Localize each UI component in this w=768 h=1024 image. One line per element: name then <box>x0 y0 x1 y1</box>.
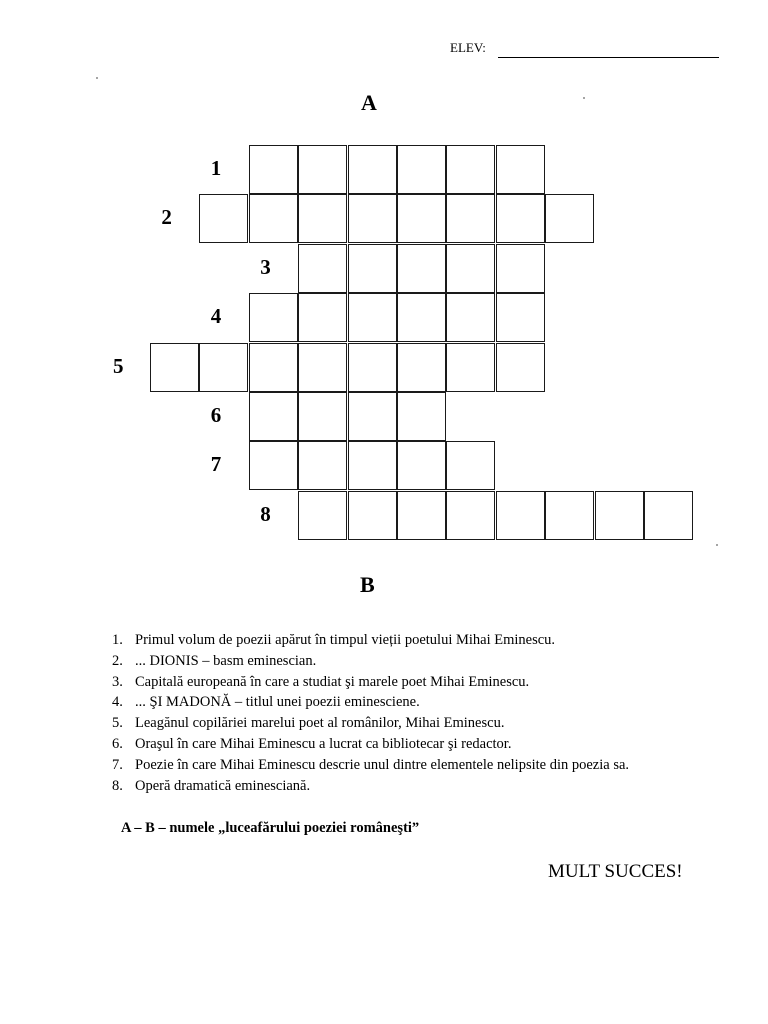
crossword-cell[interactable] <box>199 343 248 392</box>
crossword-cell[interactable] <box>446 293 495 342</box>
column-end-letter: B <box>360 572 375 597</box>
crossword-cell[interactable] <box>397 244 446 293</box>
crossword-cell[interactable] <box>298 145 347 194</box>
clue-text: Primul volum de poezii apărut în timpul vieții poetului Mihai Eminescu. <box>135 632 556 648</box>
crossword-cell[interactable] <box>348 392 397 441</box>
crossword-cell[interactable] <box>298 244 347 293</box>
crossword-cell[interactable] <box>298 194 347 243</box>
clue-item <box>112 630 724 651</box>
crossword-cell[interactable] <box>595 491 644 540</box>
row-number-8: 8 <box>260 501 271 526</box>
clue-item <box>112 734 724 755</box>
clue-text: ... DIONIS – basm eminescian. <box>135 652 317 669</box>
crossword-cell[interactable] <box>496 194 545 243</box>
row-number-1: 1 <box>210 156 222 180</box>
crossword-cell[interactable] <box>397 293 446 342</box>
scan-speck <box>716 544 718 546</box>
scan-speck <box>583 97 585 99</box>
crossword-cell[interactable] <box>249 343 298 392</box>
clue-number: 8. <box>112 777 123 794</box>
row-number-6: 6 <box>210 403 222 427</box>
crossword-cell[interactable] <box>298 343 347 392</box>
clue-text: Capitală europeană în care a studiat şi marele poet Mihai Eminescu. <box>135 673 530 690</box>
crossword-cell[interactable] <box>298 392 347 441</box>
crossword-cell[interactable] <box>496 343 545 392</box>
clue-text: Operă dramatică eminesciană. <box>135 777 311 794</box>
crossword-cell[interactable] <box>496 491 545 540</box>
clue-text: Oraşul în care Mihai Eminescu a lucrat ca bibliotecar şi redactor. <box>135 735 512 752</box>
crossword-cell[interactable] <box>397 441 446 490</box>
crossword-cell[interactable] <box>150 343 199 392</box>
crossword-cell[interactable] <box>644 491 693 540</box>
row-number-4: 4 <box>210 304 222 329</box>
clue-text: ... ŞI MADONĂ – titlul unei poezii eminesciene. <box>135 694 420 711</box>
clue-item <box>112 692 724 713</box>
crossword-cell[interactable] <box>496 293 545 342</box>
crossword-cell[interactable] <box>348 194 397 243</box>
scan-speck <box>96 77 98 79</box>
crossword-cell[interactable] <box>397 343 446 392</box>
clue-number: 3. <box>112 673 123 690</box>
crossword-cell[interactable] <box>348 244 397 293</box>
clue-item <box>112 651 724 672</box>
row-number-2: 2 <box>161 205 172 230</box>
row-number-5: 5 <box>113 353 124 378</box>
clue-item <box>112 755 724 776</box>
crossword-cell[interactable] <box>249 194 298 243</box>
clue-number: 1. <box>112 632 123 648</box>
column-start-letter: A <box>361 90 377 115</box>
crossword-cell[interactable] <box>249 145 298 194</box>
crossword-cell[interactable] <box>446 491 495 540</box>
crossword-cell[interactable] <box>446 145 495 194</box>
crossword-cell[interactable] <box>545 194 594 243</box>
crossword-cell[interactable] <box>249 392 298 441</box>
clue-item <box>112 672 724 693</box>
clue-item <box>112 776 724 797</box>
crossword-cell[interactable] <box>298 491 347 540</box>
clue-number: 7. <box>112 756 123 773</box>
clue-number: 2. <box>112 652 123 669</box>
crossword-cell[interactable] <box>298 293 347 342</box>
crossword-cell[interactable] <box>249 441 298 490</box>
crossword-cell[interactable] <box>348 293 397 342</box>
crossword-cell[interactable] <box>397 491 446 540</box>
clue-text: Poezie în care Mihai Eminescu descrie unul dintre elementele nelipsite din poezia sa. <box>135 756 630 773</box>
clue-number: 5. <box>112 715 123 732</box>
crossword-cell[interactable] <box>348 491 397 540</box>
crossword-cell[interactable] <box>446 343 495 392</box>
clue-list <box>112 630 724 796</box>
clue-number: 6. <box>112 735 123 752</box>
crossword-cell[interactable] <box>397 392 446 441</box>
crossword-cell[interactable] <box>446 244 495 293</box>
crossword-cell[interactable] <box>199 194 248 243</box>
clue-number: 4. <box>112 694 123 711</box>
clue-text: Leagănul copilăriei marelui poet al românilor, Mihai Eminescu. <box>135 715 505 732</box>
crossword-cell[interactable] <box>446 441 495 490</box>
student-label: ELEV: <box>450 40 486 55</box>
crossword-cell[interactable] <box>496 145 545 194</box>
crossword-cell[interactable] <box>397 145 446 194</box>
crossword-cell[interactable] <box>249 293 298 342</box>
crossword-cell[interactable] <box>348 343 397 392</box>
crossword-cell[interactable] <box>446 194 495 243</box>
row-number-7: 7 <box>210 452 222 477</box>
row-number-3: 3 <box>260 254 271 279</box>
crossword-cell[interactable] <box>348 441 397 490</box>
crossword-cell[interactable] <box>545 491 594 540</box>
clue-item <box>112 713 724 734</box>
crossword-cell[interactable] <box>496 244 545 293</box>
crossword-cell[interactable] <box>348 145 397 194</box>
closing-message: MULT SUCCES! <box>548 861 683 882</box>
final-answer-instruction: A – B – numele „luceafărului poeziei româneşti” <box>121 820 420 836</box>
crossword-cell[interactable] <box>397 194 446 243</box>
crossword-cell[interactable] <box>298 441 347 490</box>
